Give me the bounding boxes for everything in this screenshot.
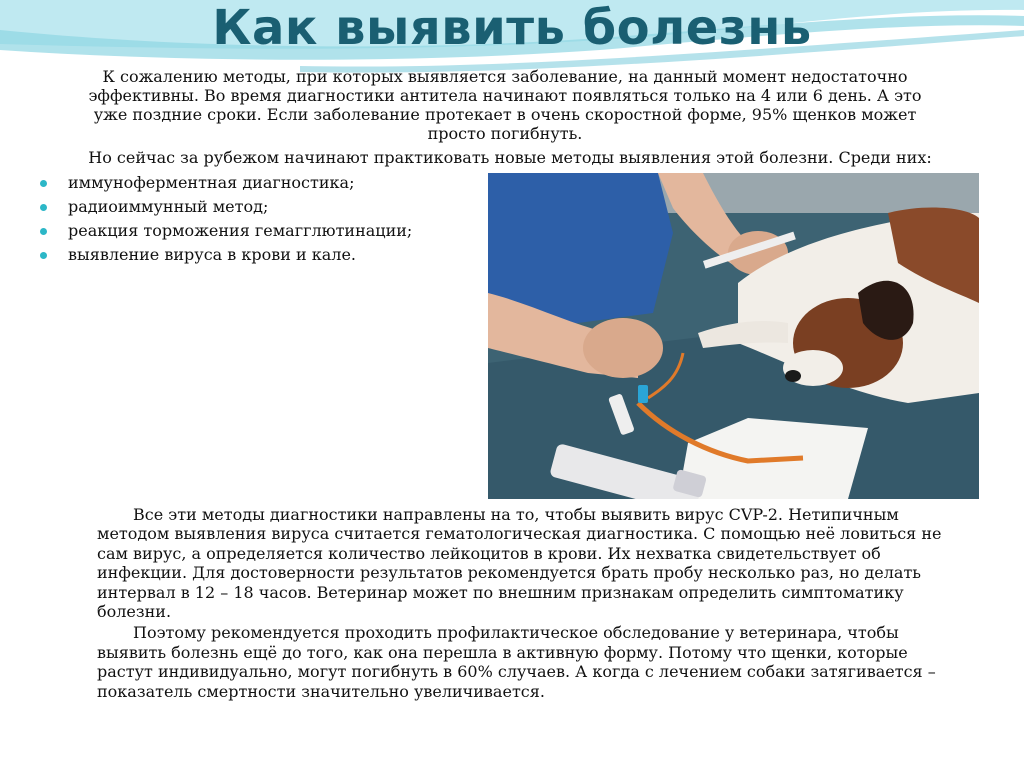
paragraph-diagnostics: Все эти методы диагностики направлены на то, чтобы выявить вирус CVP-2. Нетипичным методом выявления вируса считается гематологическая диагностика. С помощью неё ловиться не сам вирус, а определяется количество лейкоцитов в крови. Их нехватка свидетельствует об инфекции. Для достоверности результатов рекомендуется брать пробу несколько раз, но делать интервал в 12 – 18 часов. Ветеринар может по внешним признакам определить симптоматику болезни. — [97, 505, 942, 622]
methods-lead-text: Но сейчас за рубежом начинают практиковать новые методы выявления этой болезни. Среди них: — [88, 148, 932, 167]
bullet-icon — [40, 252, 47, 259]
list-item — [40, 219, 480, 243]
method-label: иммуноферментная диагностика; — [68, 173, 355, 192]
method-label: реакция торможения гемагглютинации; — [68, 221, 413, 240]
list-item — [40, 171, 480, 195]
method-label: выявление вируса в крови и кале. — [68, 245, 357, 264]
bullet-icon — [40, 204, 47, 211]
page-title: Как выявить болезнь — [212, 0, 812, 56]
method-label: радиоиммунный метод; — [68, 197, 269, 216]
list-item — [40, 195, 480, 219]
methods-list — [40, 171, 480, 267]
bullet-icon — [40, 228, 47, 235]
bullet-icon — [40, 180, 47, 187]
paragraph-prevention: Поэтому рекомендуется проходить профилактическое обследование у ветеринара, чтобы выявить болезнь ещё до того, как она перешла в активную форму. Потому что щенки, которые растут индивидуально, могут погибнуть в 60% случаев. А когда с лечением собаки затягивается – показатель смертности значительно увеличивается. — [97, 623, 936, 701]
list-item — [40, 243, 480, 267]
body-text — [97, 505, 947, 703]
vet-dog-photo — [488, 173, 979, 499]
intro-paragraph: К сожалению методы, при которых выявляется заболевание, на данный момент недостаточно эффективны. Во время диагностики антитела начинают появляться только на 4 или 6 день. А это уже поздние сроки. Если заболевание протекает в очень скоростной форме, 95% щенков может просто погибнуть. — [88, 67, 922, 143]
